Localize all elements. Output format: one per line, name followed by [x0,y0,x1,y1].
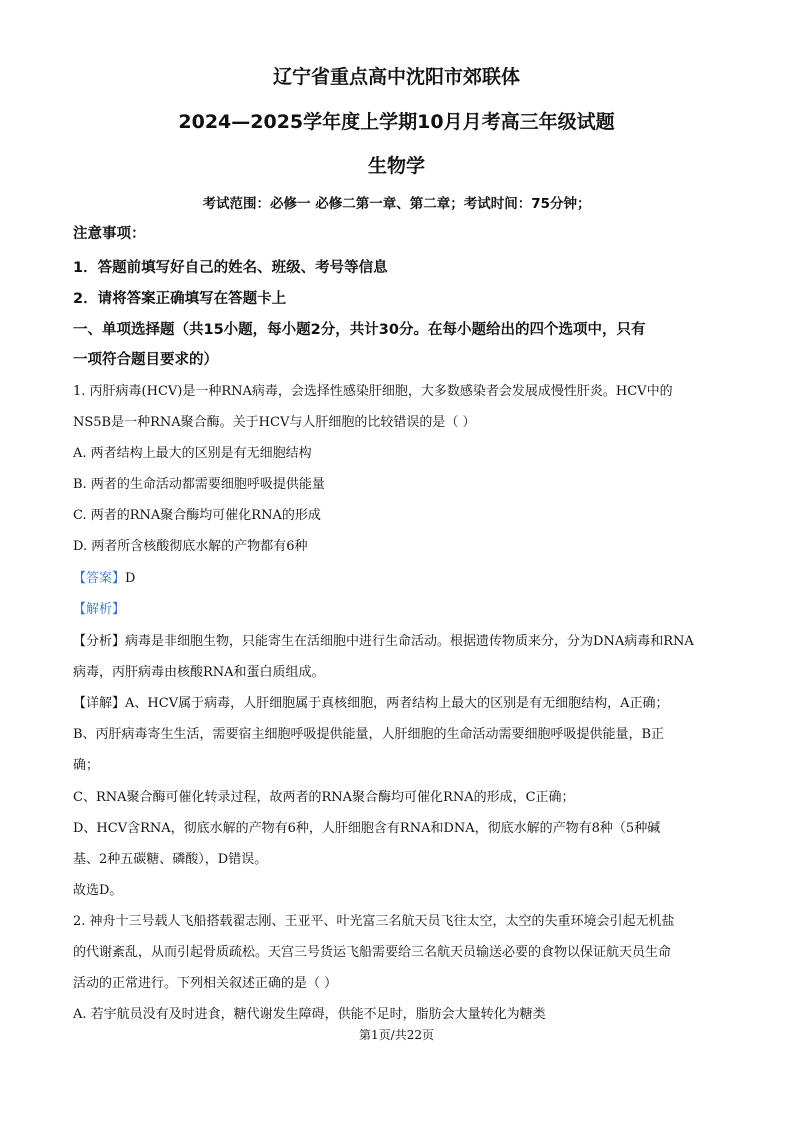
q1-option-c: C. 两者的RNA聚合酶均可催化RNA的形成 [73,508,321,523]
q1-option-a: A. 两者结构上最大的区别是有无细胞结构 [73,446,312,461]
exam-info: 考试范围：必修一 必修二第一章、第二章；考试时间：75分钟； [202,196,591,212]
q1-stem-line-2: NS5B是一种RNA聚合酶。关于HCV与人肝细胞的比较错误的是（ ） [73,415,476,430]
notice-heading: 注意事项： [73,226,146,242]
q1-analysis-tag: 【解析】 [73,602,126,617]
q2-stem-line-2: 的代谢紊乱，从而引起骨质疏松。天宫三号货运飞船需要给三名航天员输送必要的食物以保证航天员生命 [73,945,672,960]
notice-item-1: 1．答题前填写好自己的姓名、班级、考号等信息 [73,260,388,276]
answer-tag: 【答案】 [73,571,126,586]
q1-answer [73,567,723,586]
section-heading-line-1: 一、单项选择题（共15小题，每小题2分，共计30分。在每小题给出的四个选项中，只有 [73,322,646,338]
q2-stem-line-3: 活动的正常进行。下列相关叙述正确的是（ ） [73,976,338,991]
answer-value: D [125,571,136,586]
notice-item-2: 2．请将答案正确填写在答题卡上 [73,291,287,307]
q1-option-b: B. 两者的生命活动都需要细胞呼吸提供能量 [73,477,325,492]
title-line-1: 辽宁省重点高中沈阳市郊联体 [272,66,520,88]
fenxi-tag: 【分析】 [73,634,126,649]
q1-xiangjie-line-3: 确； [73,758,100,773]
section-heading-line-2: 一项符合题目要求的） [73,352,218,368]
xiangjie-tag: 【详解】 [73,696,126,711]
fenxi-text-1: 病毒是非细胞生物，只能寄生在活细胞中进行生命活动。根据遗传物质来分，分为DNA病毒和RNA [125,634,694,649]
page-number: 第1页/共22页 [359,1028,434,1042]
q1-option-d: D. 两者所含核酸彻底水解的产物都有6种 [73,539,308,554]
title-subject: 生物学 [367,155,425,177]
q1-xiangjie-line-6: 基、2种五碳糖、磷酸），D错误。 [73,852,268,867]
q1-fenxi-line-2: 病毒，丙肝病毒由核酸RNA和蛋白质组成。 [73,665,325,680]
q1-stem-line-1: 1. 丙肝病毒(HCV)是一种RNA病毒，会选择性感染肝细胞，大多数感染者会发展成慢性肝炎。HCV中的 [73,384,673,399]
q2-stem-line-1: 2. 神舟十三号载人飞船搭载翟志刚、王亚平、叶光富三名航天员飞往太空，太空的失重环境会引起无机盐 [73,914,675,929]
q1-xiangjie-line-1 [73,692,723,711]
q1-fenxi-line-1 [73,630,723,649]
q1-xiangjie-line-2: B、丙肝病毒寄生生活，需要宿主细胞呼吸提供能量，人肝细胞的生命活动需要细胞呼吸提供能量，B正 [73,727,665,742]
title-line-2: 2024—2025学年度上学期10月月考高三年级试题 [178,111,615,133]
q1-conclusion: 故选D。 [73,883,123,898]
q1-xiangjie-line-4: C、RNA聚合酶可催化转录过程，故两者的RNA聚合酶均可催化RNA的形成，C正确； [73,790,575,805]
q2-option-a: A. 若宇航员没有及时进食，糖代谢发生障碍，供能不足时，脂肪会大量转化为糖类 [73,1007,546,1022]
q1-xiangjie-line-5: D、HCV含RNA，彻底水解的产物有6种，人肝细胞含有RNA和DNA，彻底水解的产物有8种（5种碱 [73,821,661,836]
xiangjie-text-1: A、HCV属于病毒，人肝细胞属于真核细胞，两者结构上最大的区别是有无细胞结构，A正确； [125,696,669,711]
